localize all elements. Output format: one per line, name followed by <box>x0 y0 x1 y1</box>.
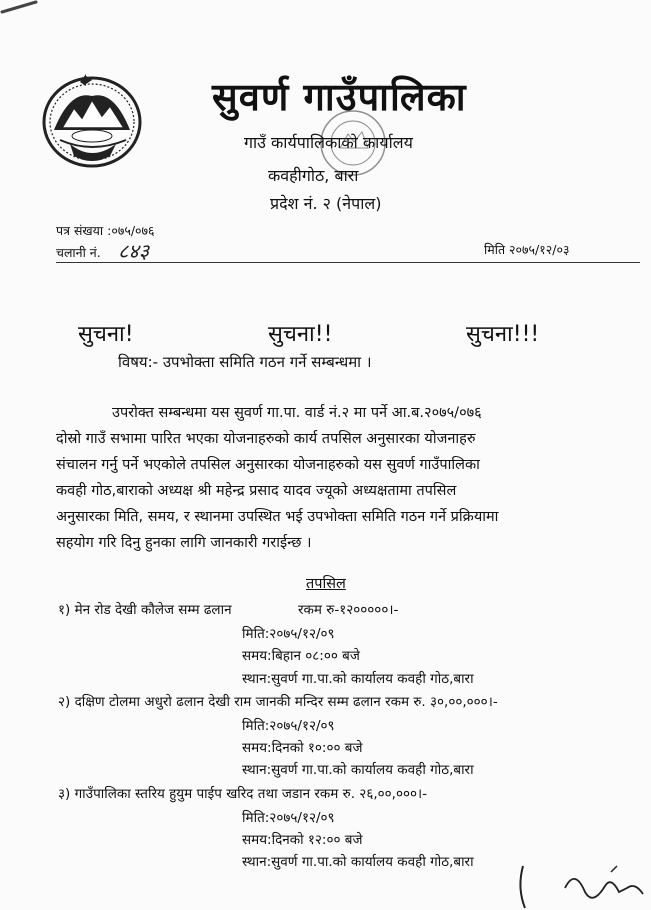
body-line: संचालन गर्नु पर्ने भएकोले तपसिल अनुसारका योजनाहरुको यस सुवर्ण गाउँपालिका <box>56 457 480 473</box>
letter-number: पत्र संखया :०७५/०७६ <box>56 223 155 238</box>
schedule-item-place: स्थान:सुवर्ण गा.पा.को कार्यालय कवही गोठ,बारा <box>242 671 474 687</box>
subject-line: विषय:- उपभोक्ता समिति गठन गर्ने सम्बन्धमा । <box>118 353 372 371</box>
dispatch-label: चलानी नं. <box>56 245 101 260</box>
letter-date: मिति २०७५/१२/०३ <box>484 242 570 257</box>
schedule-item-place: स्थान:सुवर्ण गा.पा.को कार्यालय कवही गोठ,बारा <box>242 762 474 778</box>
notice-heading-3: सुचना!!! <box>466 322 540 347</box>
office-line: गाउँ कार्यपालिकाको कार्यालय <box>244 133 413 152</box>
body-line: अनुसारका मिति, समय, र स्थानमा उपस्थित भई उपभोक्ता समिति गठन गर्ने प्रक्रियामा <box>56 509 499 525</box>
body-line: दोस्रो गाउँ सभामा पारित भएका योजनाहरुको कार्य तपसिल अनुसारका योजनाहरु <box>56 431 476 447</box>
province-line: प्रदेश नं. २ (नेपाल) <box>270 194 382 213</box>
schedule-item-title: २) दक्षिण टोलमा अधुरो ढलान देखी राम जानकी मन्दिर सम्म ढलान रकम रु. ३०,००,०००।- <box>58 694 498 710</box>
municipality-title: सुवर्ण गाउँपालिका <box>212 75 467 119</box>
schedule-item-date: मिति:२०७५/१२/०९ <box>242 626 335 642</box>
schedule-item-time: समय:बिहान ०८:०० बजे <box>242 648 360 664</box>
schedule-item-title: १) मेन रोड देखी कौलेज सम्म ढलान <box>58 602 232 618</box>
schedule-item-date: मिति:२०७५/१२/०९ <box>242 718 335 734</box>
pen-mark <box>0 0 40 14</box>
schedule-item-place: स्थान:सुवर्ण गा.पा.को कार्यालय कवही गोठ,बारा <box>242 854 474 870</box>
notice-heading-2: सुचना!! <box>268 322 333 347</box>
dispatch-number-handwritten: ८४३ <box>118 239 150 263</box>
header-divider <box>56 262 640 263</box>
body-line: कवही गोठ,बाराको अध्यक्ष श्री महेन्द्र प्रसाद यादव ज्यूको अध्यक्षतामा तपसिल <box>56 483 457 499</box>
schedule-item-title: ३) गाउँपालिका स्तरिय हुयुम पाईप खरिद तथा जडान रकम रु. २६,००,०००।- <box>58 786 428 802</box>
signature-scribble <box>515 858 651 910</box>
body-line: सहयोग गरि दिनु हुनका लागि जानकारी गराईन्छ । <box>56 535 312 551</box>
schedule-item-date: मिति:२०७५/१२/०९ <box>242 810 335 826</box>
nepal-emblem-logo <box>40 70 145 170</box>
schedule-item-amount: रकम रु-१२०००००।- <box>298 602 399 618</box>
address-line: कवहीगोठ, बारा <box>268 166 359 185</box>
body-line: उपरोक्त सम्बन्धमा यस सुवर्ण गा.पा. वार्ड नं.२ मा पर्ने आ.ब.२०७५/०७६ <box>112 405 482 421</box>
schedule-item-time: समय:दिनको १०:०० बजे <box>242 740 363 756</box>
schedule-heading: तपसिल <box>306 576 346 592</box>
notice-heading-1: सुचना! <box>78 322 134 347</box>
schedule-item-time: समय:दिनको १२:०० बजे <box>242 832 363 848</box>
